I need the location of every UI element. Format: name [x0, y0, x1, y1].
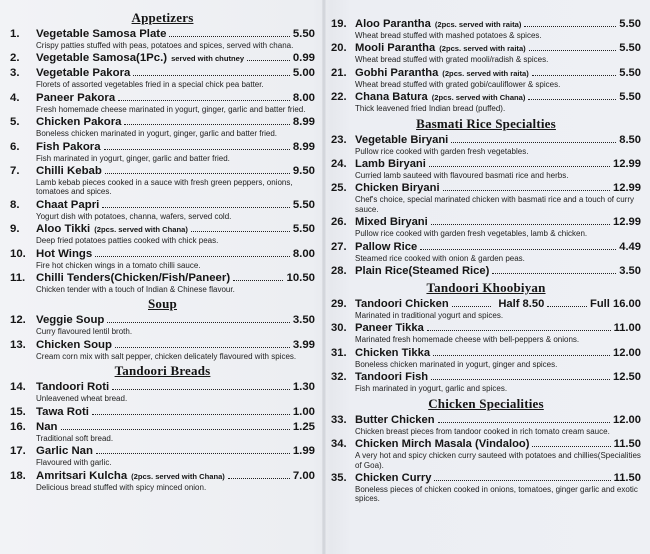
menu-item — [331, 322, 641, 344]
menu-item-line — [331, 216, 641, 229]
item-serving-note: (2pcs. served with Chana) — [431, 93, 526, 103]
item-description: Flavoured with garlic. — [36, 458, 112, 468]
item-number: 20. — [331, 42, 347, 55]
item-price: 0.99 — [292, 52, 315, 65]
item-price: 8.00 — [292, 91, 315, 104]
section-title-soup: Soup — [148, 296, 177, 312]
item-name: Chicken Tikka — [355, 346, 431, 359]
item-number: 5. — [10, 116, 20, 129]
item-description: Crispy patties stuffed with peas, potatoes and spices, served with chana. — [36, 41, 294, 50]
menu-item-line — [331, 265, 641, 278]
item-number: 13. — [10, 338, 26, 351]
item-number: 25. — [331, 182, 347, 195]
menu-item — [10, 141, 315, 163]
item-number: 33. — [331, 413, 347, 426]
menu-item — [10, 199, 315, 221]
item-number: 30. — [331, 322, 347, 335]
dot-leader — [434, 480, 610, 481]
item-description: A very hot and spicy chicken curry sauteed with potatoes and chillies(Specialities of Goa). — [355, 451, 641, 470]
menu-item-line — [331, 42, 641, 55]
item-description: Traditional soft bread. — [36, 433, 114, 443]
item-number: 35. — [331, 471, 347, 484]
dot-leader — [118, 100, 290, 101]
item-price: 5.50 — [619, 66, 641, 79]
menu-item — [10, 272, 315, 294]
item-serving-note: served with chutney — [171, 54, 245, 64]
dot-leader — [95, 256, 290, 257]
item-name: Nan — [36, 420, 58, 433]
item-description: Fish marinated in yogurt, garlic and spices. — [355, 384, 508, 394]
item-name: Paneer Pakora — [36, 91, 116, 104]
item-price: 12.99 — [613, 158, 641, 171]
page-fold — [322, 0, 326, 554]
item-price: 1.99 — [292, 445, 315, 458]
menu-item — [331, 91, 641, 113]
item-description: Delicious bread stuffed with spicy minced onion. — [36, 482, 207, 492]
item-name: Pallow Rice — [355, 240, 418, 253]
item-name: Chilli Tenders(Chicken/Fish/Paneer) — [36, 272, 231, 285]
dot-leader — [105, 173, 290, 174]
item-description: Florets of assorted vegetables fried in a special chick pea batter. — [36, 80, 264, 90]
dot-leader — [431, 379, 610, 380]
menu-item-line — [331, 322, 641, 335]
dot-leader — [233, 280, 283, 281]
item-price: 4.49 — [619, 240, 641, 253]
dot-leader — [102, 207, 290, 208]
item-price: 3.99 — [292, 338, 315, 351]
section-title-tandoori-khoobiyan: Tandoori Khoobiyan — [426, 280, 546, 296]
menu-item — [331, 265, 641, 278]
item-description: Lamb kebab pieces cooked in a sauce with fresh green peppers, onions, tomatoes and spices. — [36, 178, 293, 197]
item-serving-note: (2pcs. served with raita) — [434, 20, 522, 29]
item-number: 11. — [10, 272, 26, 285]
item-number: 28. — [331, 265, 347, 278]
item-name: Gobhi Parantha — [355, 66, 439, 79]
menu-item-line — [10, 116, 315, 129]
item-price: 1.30 — [292, 381, 315, 394]
dot-leader — [115, 347, 290, 348]
item-price: 5.50 — [292, 198, 315, 211]
menu-item-line — [10, 339, 315, 352]
item-price: 11.00 — [613, 322, 641, 335]
menu-item — [331, 414, 641, 436]
item-price: 5.50 — [619, 18, 641, 30]
item-number: 4. — [10, 91, 20, 104]
item-name: Mixed Biryani — [355, 216, 428, 229]
item-number: 12. — [10, 314, 26, 327]
item-name: Vegetable Pakora — [36, 67, 131, 80]
item-price: 8.99 — [292, 116, 315, 129]
item-description: Pullow rice cooked with garden fresh vegetables. — [355, 146, 529, 156]
item-description: Fresh homemade cheese marinated in yogurt, ginger, garlic and batter fried. — [36, 104, 306, 114]
dot-leader — [124, 124, 289, 125]
menu-item — [331, 241, 641, 263]
item-description: Chicken tender with a touch of Indian & Chinese flavour. — [36, 285, 235, 295]
item-price: 12.99 — [613, 216, 641, 229]
item-name: Plain Rice(Steamed Rice) — [355, 265, 490, 278]
menu-item-line — [331, 18, 641, 31]
menu-item-line — [331, 472, 641, 485]
menu-item-line — [10, 199, 315, 212]
menu-item — [10, 339, 315, 361]
menu-item-line — [10, 406, 315, 419]
item-name: Garlic Nan — [36, 445, 93, 458]
menu-item-line — [331, 347, 641, 360]
dot-leader — [133, 75, 289, 76]
item-description: Chef's choice, special marinated chicken with basmati rice and a touch of curry sauce. — [355, 195, 634, 214]
item-price: 11.50 — [613, 471, 641, 484]
item-price: 5.00 — [292, 67, 315, 80]
item-number: 16. — [10, 420, 26, 433]
item-name: Veggie Soup — [36, 314, 105, 327]
item-description: Steamed rice cooked with onion & garden peas. — [355, 253, 525, 263]
item-number: 23. — [331, 133, 347, 146]
item-name: Tandoori Roti — [36, 381, 110, 394]
item-number: 3. — [10, 67, 20, 80]
menu-item-line — [10, 92, 315, 105]
item-number: 26. — [331, 216, 347, 229]
item-price: 12.00 — [613, 413, 641, 426]
menu-item-line — [10, 314, 315, 327]
item-price: 12.00 — [613, 346, 641, 359]
menu-item-line — [331, 241, 641, 254]
item-price: 3.50 — [619, 265, 641, 278]
menu-item — [10, 421, 315, 443]
item-name: Vegetable Samosa Plate — [36, 28, 167, 40]
dot-leader — [191, 231, 290, 232]
dot-leader — [529, 50, 617, 51]
menu-item-line — [10, 470, 315, 483]
item-name: Butter Chicken — [355, 413, 435, 426]
menu-item — [10, 223, 315, 245]
item-name: Chicken Mirch Masala (Vindaloo) — [355, 438, 530, 451]
menu-item — [331, 472, 641, 504]
item-description: Unleavened wheat bread. — [36, 394, 128, 404]
dot-leader — [492, 273, 616, 274]
item-description: Wheat bread stuffed with grated mooli/radish & spices. — [355, 55, 549, 65]
item-number: 2. — [10, 52, 20, 65]
item-description: Boneless chicken marinated in yogurt, ginger, garlic and batter fried. — [36, 129, 278, 139]
item-number: 27. — [331, 240, 347, 253]
menu-item-line — [331, 438, 641, 451]
item-serving-note: (2pcs. served with raita) — [442, 68, 529, 78]
item-description: Thick leavened fried Indian bread (puffed). — [355, 104, 506, 114]
item-name: Tandoori Chicken — [355, 298, 449, 311]
item-description: Fire hot chicken wings in a tomato chilli sauce. — [36, 260, 201, 270]
item-name: Vegetable Biryani — [355, 133, 449, 146]
dot-leader — [433, 355, 610, 356]
menu-item — [331, 182, 641, 214]
dot-leader — [107, 322, 289, 323]
menu-item — [10, 381, 315, 403]
item-price: 8.99 — [292, 140, 315, 153]
item-description: Yogurt dish with potatoes, channa, wafers, served cold. — [36, 211, 232, 221]
dot-leader — [420, 249, 616, 250]
item-serving-note: (2pcs. served with Chana) — [131, 471, 225, 481]
item-number: 18. — [10, 469, 26, 482]
item-number: 34. — [331, 438, 347, 451]
item-price: 5.50 — [292, 223, 315, 236]
item-name: Chaat Papri — [36, 198, 100, 211]
item-name: Amritsari Kulcha — [36, 469, 128, 482]
item-number: 7. — [10, 165, 20, 178]
menu-item-line — [331, 67, 641, 80]
item-description: Cream corn mix with salt pepper, chicken delicately flavoured with spices. — [36, 351, 297, 361]
item-number: 8. — [10, 198, 20, 211]
menu-item-line — [331, 298, 641, 311]
menu-item — [331, 216, 641, 238]
dot-leader — [228, 478, 290, 479]
item-price: 7.00 — [292, 469, 315, 482]
item-name: Tawa Roti — [36, 405, 89, 418]
dot-leader — [431, 224, 610, 225]
menu-item-line — [10, 381, 315, 394]
item-description: Curry flavoured lentil broth. — [36, 327, 133, 337]
section-title-tandoori-breads: Tandoori Breads — [114, 363, 211, 379]
menu-item — [331, 347, 641, 369]
item-price: 5.50 — [619, 91, 641, 104]
item-serving-note: (2pcs. served with Chana) — [94, 225, 188, 235]
item-serving-note: (2pcs. served with raita) — [439, 44, 526, 54]
menu-item — [10, 52, 315, 65]
dot-leader — [104, 149, 290, 150]
item-price: 3.50 — [292, 314, 315, 327]
menu-item — [10, 406, 315, 419]
item-number: 21. — [331, 66, 347, 79]
item-description: Fish marinated in yogurt, ginger, garlic and batter fried. — [36, 153, 230, 163]
item-price: Full 16.00 — [590, 298, 641, 311]
menu-item — [331, 298, 641, 320]
menu-item — [10, 470, 315, 492]
dot-leader — [61, 429, 290, 430]
item-number: 17. — [10, 445, 26, 458]
item-name: Hot Wings — [36, 247, 93, 260]
section-title-appetizers: Appetizers — [131, 10, 194, 25]
item-description: Chicken breast pieces from tandoor cooked in rich tomato cream sauce. — [355, 426, 610, 436]
menu-item-line — [10, 67, 315, 80]
menu-item-line — [10, 445, 315, 458]
item-description: Curried lamb sauteed with flavoured basmati rice and herbs. — [355, 171, 569, 181]
menu-item-line — [10, 223, 315, 236]
item-name: Lamb Biryani — [355, 158, 426, 171]
item-number: 15. — [10, 405, 26, 418]
dot-leader — [451, 142, 616, 143]
dot-leader — [429, 166, 610, 167]
dot-leader — [528, 99, 616, 100]
item-price-half: Half 8.50 — [498, 298, 545, 311]
item-number: 1. — [10, 28, 20, 40]
item-name: Aloo Tikki — [36, 223, 91, 236]
section-title-basmati-rice-specialties: Basmati Rice Specialties — [416, 115, 556, 131]
item-number: 29. — [331, 298, 347, 311]
menu-item-line — [10, 28, 315, 41]
item-name: Tandoori Fish — [355, 371, 429, 384]
menu-item-line — [10, 165, 315, 178]
menu-item — [10, 445, 315, 467]
menu-column-left — [10, 8, 315, 494]
menu-item — [10, 165, 315, 197]
item-name: Mooli Parantha — [355, 42, 436, 55]
dot-leader — [438, 422, 610, 423]
item-name: Aloo Parantha — [355, 18, 431, 30]
menu-item — [10, 116, 315, 138]
item-name: Fish Pakora — [36, 140, 101, 153]
section-title-chicken-specialities: Chicken Specialities — [428, 395, 544, 411]
item-number: 10. — [10, 247, 26, 260]
dot-leader — [547, 306, 587, 307]
dot-leader — [92, 414, 290, 415]
item-price: 8.50 — [619, 133, 641, 146]
menu-item — [331, 67, 641, 89]
menu-item — [10, 92, 315, 114]
item-number: 6. — [10, 140, 20, 153]
item-name: Paneer Tikka — [355, 322, 424, 335]
menu-item-line — [10, 141, 315, 154]
item-name: Chicken Curry — [355, 471, 432, 484]
item-price: 1.00 — [292, 405, 315, 418]
item-description: Wheat bread stuffed with mashed potatoes & spices. — [355, 31, 542, 40]
menu-item-line — [331, 134, 641, 147]
item-number: 24. — [331, 158, 347, 171]
item-price: 5.50 — [292, 28, 315, 40]
dot-leader — [247, 60, 290, 61]
item-description: Marinated fresh homemade cheese with bell-peppers & onions. — [355, 335, 580, 345]
menu-item — [10, 67, 315, 89]
item-name: Chicken Soup — [36, 338, 112, 351]
item-price: 1.25 — [292, 420, 315, 433]
menu-item — [331, 438, 641, 470]
item-price: 5.50 — [619, 42, 641, 55]
menu-item-line — [10, 421, 315, 434]
menu-item — [331, 18, 641, 40]
dot-leader — [427, 330, 611, 331]
dot-leader — [524, 26, 616, 27]
menu-item — [10, 248, 315, 270]
dot-leader — [96, 453, 290, 454]
item-number: 31. — [331, 346, 347, 359]
menu-item-line — [331, 414, 641, 427]
item-price: 10.50 — [286, 272, 315, 285]
item-description: Deep fried potatoes patties cooked with chick peas. — [36, 236, 219, 246]
item-name: Vegetable Samosa(1Pc.) — [36, 52, 168, 65]
menu-item-line — [331, 371, 641, 384]
menu-item-line — [331, 91, 641, 104]
item-name: Chicken Biryani — [355, 182, 440, 195]
menu-item-line — [331, 158, 641, 171]
menu-item-line — [331, 182, 641, 195]
dot-leader — [532, 75, 616, 76]
item-name: Chilli Kebab — [36, 165, 102, 178]
item-price: 9.50 — [292, 165, 315, 178]
dot-leader — [443, 190, 610, 191]
item-description: Marinated in traditional yogurt and spices. — [355, 311, 504, 321]
item-description: Boneless pieces of chicken cooked in onions, tomatoes, ginger garlic and exotic spices. — [355, 484, 638, 504]
item-name: Chicken Pakora — [36, 116, 122, 129]
item-number: 22. — [331, 91, 347, 104]
item-number: 32. — [331, 371, 347, 384]
menu-item — [331, 134, 641, 156]
menu-item-line — [10, 248, 315, 261]
menu-item — [331, 158, 641, 180]
item-number: 19. — [331, 18, 347, 30]
item-price: 8.00 — [292, 247, 315, 260]
item-description: Boneless chicken marinated in yogurt, ginger and spices. — [355, 359, 558, 369]
dot-leader — [532, 446, 610, 447]
menu-item — [10, 314, 315, 336]
dot-leader — [112, 389, 290, 390]
item-price: 12.50 — [613, 371, 641, 384]
item-description: Wheat bread stuffed with grated gobi/cauliflower & spices. — [355, 79, 561, 89]
menu-item — [10, 28, 315, 50]
item-price: 12.99 — [613, 182, 641, 195]
menu-item — [331, 42, 641, 64]
item-description: Pullow rice cooked with garden fresh vegetables, lamb & chicken. — [355, 229, 588, 239]
item-price: 11.50 — [613, 438, 641, 451]
menu-item — [331, 371, 641, 393]
menu-item-line — [10, 52, 315, 65]
item-number: 9. — [10, 223, 20, 236]
dot-leader — [452, 306, 492, 307]
menu-column-right — [331, 18, 641, 506]
menu-item-line — [10, 272, 315, 285]
item-name: Chana Batura — [355, 91, 428, 104]
dot-leader — [169, 36, 289, 37]
item-number: 14. — [10, 381, 26, 394]
